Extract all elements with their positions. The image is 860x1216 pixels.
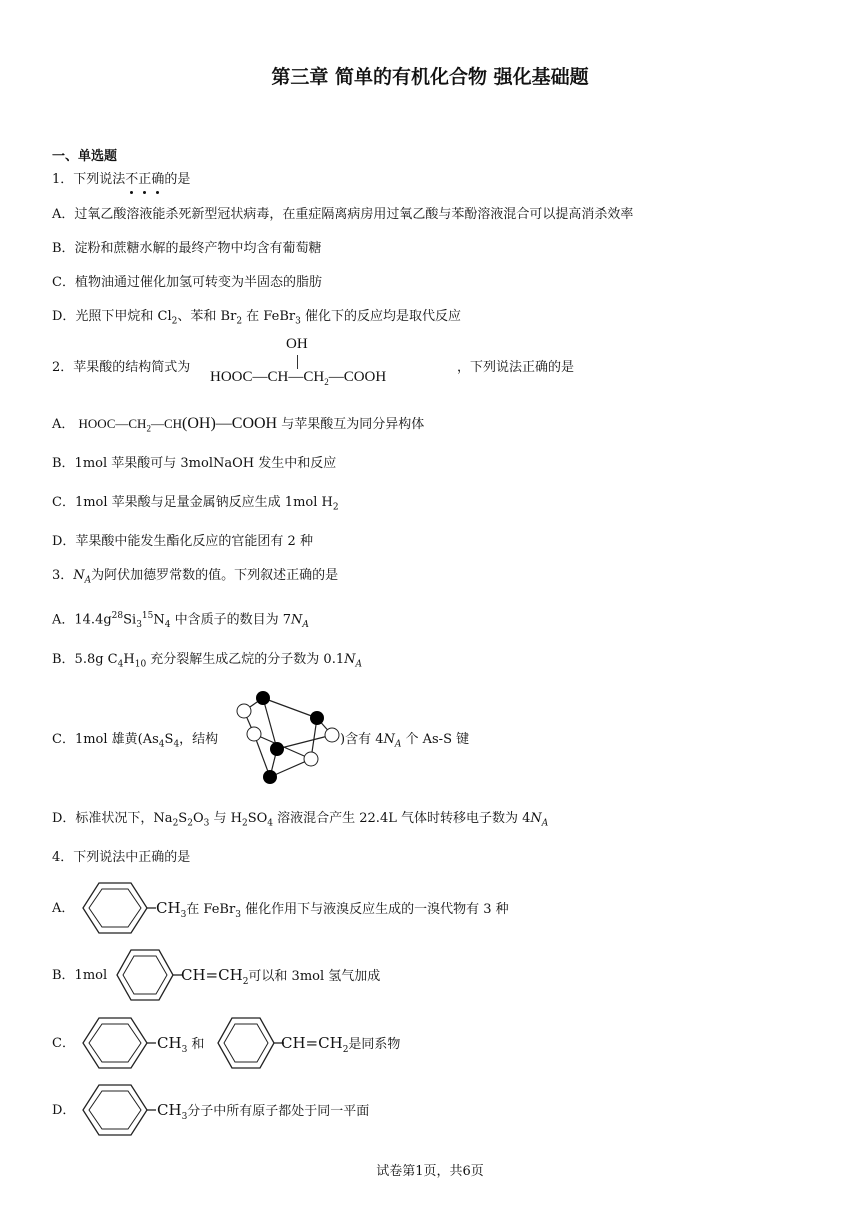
q3-option-c-left [52, 731, 218, 754]
q1-stem-text: 1．下列说法 [52, 172, 126, 187]
q3-stem-text: 为阿伏加德罗常数的值。下列叙述正确的是 [91, 568, 339, 583]
q3-a-1: A．14.4g [52, 612, 112, 628]
q3-a-na: N [291, 612, 303, 628]
q3-b-sub2: 10 [134, 659, 147, 670]
page-title: 第三章 简单的有机化合物 强化基础题 [271, 66, 589, 88]
q3-c-s: S [164, 732, 174, 747]
q4-option-a-text [156, 899, 509, 924]
q3-d-sub4: 2 [241, 818, 248, 829]
emphasis-char: 不 [125, 172, 139, 187]
q3-d-s: S [178, 811, 188, 826]
q3-d-na: N [530, 811, 542, 826]
q3-option-b [52, 651, 362, 674]
styrene-ring-b [111, 947, 183, 1003]
q3-num: 3． [52, 568, 74, 583]
q2-a-f1: HOOC—CH [78, 416, 147, 431]
q3-b-sub1: 4 [117, 659, 124, 670]
q1-d-text4: 催化下的反应均是取代反应 [300, 309, 461, 324]
q3-c-3: )含有 4 [340, 732, 384, 747]
as-atom [256, 691, 270, 705]
q1-option-a: A．过氧乙酸溶液能杀死新型冠状病毒，在重症隔离病房用过氧乙酸与苯酚溶液混合可以提高消杀效率 [52, 207, 634, 222]
q2-option-d: D．苹果酸中能发生酯化反应的官能团有 2 种 [52, 534, 313, 549]
q3-option-c-right [340, 731, 469, 754]
q3-b-na-sub: A [355, 659, 362, 670]
q3-a-sup1: 28 [111, 611, 124, 621]
q4-c-and: 和 [187, 1037, 205, 1052]
q2-stem [52, 359, 190, 377]
q1-option-c: C．植物油通过催化加氢可转变为半固态的脂肪 [52, 275, 322, 290]
q1-stem [52, 171, 190, 189]
q4-d-ch: CH [157, 1101, 182, 1119]
q3-b-na: N [344, 652, 356, 667]
q4-d-t: 分子中所有原子都处于同一平面 [187, 1104, 370, 1119]
structure-bond [297, 355, 298, 369]
q4-stem: 4．下列说法中正确的是 [52, 850, 191, 865]
q1-stem-end: 的是 [164, 172, 191, 187]
q3-d-o: O [192, 811, 204, 826]
as-atom [310, 711, 324, 725]
q4-c-ch-sub: 3 [181, 1045, 188, 1055]
q1-option-d: D．光照下甲烷和 $Cl_2$、苯和 $Br_2$ 在 FeBr$_3$ 催化下的反应均是取代反应 [52, 309, 461, 327]
q3-c-2: ，结构 [179, 732, 219, 747]
q4-a-t2: 3 [235, 910, 241, 920]
q4-option-b-text [181, 966, 380, 991]
q3-a-sub1: 3 [136, 619, 142, 630]
q3-d-so: SO [247, 811, 268, 826]
q4-b-ch-sub: 2 [242, 977, 249, 987]
q3-c-na-sub: A [394, 739, 402, 750]
q3-d-sub2: 2 [187, 818, 193, 829]
s-atom [247, 727, 261, 741]
q3-d-na-sub: A [541, 818, 549, 829]
q3-c-4: 个 As-S 键 [401, 732, 470, 747]
structure-chain-a: HOOC—CH—CH [210, 369, 325, 385]
q3-c-na: N [383, 732, 395, 747]
q2-a-label: A． [52, 417, 75, 432]
q2-c-text: C．1mol 苹果酸与足量金属钠反应生成 1mol [52, 495, 322, 510]
q3-na: N [73, 568, 85, 583]
q4-c-ch2-sub: 2 [342, 1045, 349, 1055]
q2-a-f2: —CH [150, 416, 182, 431]
q3-a-na-sub: A [302, 619, 309, 630]
q4-c-t: 是同系物 [348, 1037, 401, 1052]
q2-option-b: B．1mol 苹果酸可与 3molNaOH 发生中和反应 [52, 456, 337, 471]
as-atom [270, 742, 284, 756]
q4-option-c-label: C． [52, 1036, 75, 1051]
realgar-structure-diagram [232, 686, 344, 786]
q2-a-formula: $HOOC—CH_2—CH(OH)—COOH$ [78, 415, 278, 434]
q2-a-f4: )—COOH [210, 415, 278, 432]
q4-option-b-label: B．1mol [52, 968, 108, 983]
q2-option-a [52, 415, 424, 438]
section-heading: 一、单选题 [52, 149, 118, 164]
q3-a-sup2: 15 [141, 611, 154, 621]
toluene-ring-c [76, 1015, 156, 1071]
q4-c-ch: CH [157, 1034, 182, 1052]
s-atom [237, 704, 251, 718]
page-footer: 试卷第1页，共6页 [376, 1164, 484, 1179]
q1-d-text3: 在 FeBr [242, 309, 296, 324]
emphasis-char: 正 [138, 172, 152, 187]
q3-a-n: N [153, 612, 165, 628]
q4-option-d-label: D． [52, 1103, 76, 1118]
q3-d-sub5: 4 [267, 818, 273, 829]
structure-chain-b: —COOH [328, 369, 387, 385]
q2-a-f3: (OH [182, 415, 211, 432]
q3-c-sub1: 4 [158, 739, 165, 750]
q3-d-1: D．标准状况下，Na [52, 811, 173, 826]
q4-a-ch-sub: 3 [180, 910, 187, 920]
q3-stem [52, 567, 338, 590]
q3-b-1: B．5.8g C [52, 652, 118, 667]
q3-b-h: H [123, 652, 135, 667]
q2-stem-text: 2．苹果酸的结构简式为 [52, 360, 191, 375]
q3-c-sub2: 4 [173, 739, 180, 750]
q4-a-t3: 催化作用下与液溴反应生成的一溴代物有 3 种 [240, 902, 509, 917]
q3-na-sub: A [84, 575, 92, 586]
q4-c-ch2: CH=CH [281, 1034, 343, 1052]
q3-option-d [52, 810, 548, 833]
q3-d-2: 与 H [209, 811, 242, 826]
structure-oh: OH [286, 336, 308, 352]
q4-b-ch: CH=CH [181, 966, 243, 984]
q3-d-3: 溶液混合产生 22.4L 气体时转移电子数为 4 [273, 811, 531, 826]
q2-stem-end: ，下列说法正确的是 [457, 360, 575, 375]
q1-d-text1: D．光照下甲烷和 Cl [52, 309, 172, 324]
q4-option-a-label: A． [52, 901, 75, 916]
q4-b-t: 可以和 3mol 氢气加成 [248, 969, 381, 984]
q3-c-as: As [142, 732, 159, 747]
q4-option-c-text2 [281, 1034, 400, 1059]
as-atom [263, 770, 277, 784]
q2-c-h: H [321, 495, 333, 510]
q3-d-sub1: 2 [172, 818, 179, 829]
q2-a-text: 与苹果酸互为同分异构体 [277, 417, 425, 432]
toluene-ring-d [76, 1082, 156, 1138]
q3-option-a [52, 607, 309, 634]
toluene-ring-a [76, 880, 156, 936]
q4-d-ch-sub: 3 [181, 1112, 188, 1122]
q3-d-sub3: 3 [203, 818, 210, 829]
q4-a-t1: 在 FeBr [186, 902, 236, 917]
emphasis-char: 确 [151, 172, 165, 187]
q1-d-text2: 、苯和 Br [177, 309, 237, 324]
styrene-ring-c [212, 1015, 284, 1071]
q3-a-2: 中含质子的数目为 7 [170, 612, 292, 628]
structure-chain: $HOOC—CH—CH_2—COOH$ [210, 369, 387, 387]
q3-a-sub2: 4 [164, 619, 171, 630]
q4-option-c-text1 [157, 1034, 204, 1059]
q1-dotted-text [125, 172, 164, 187]
q4-option-d-text [157, 1101, 369, 1126]
q4-a-ch: CH [156, 899, 181, 917]
q1-emphasis [125, 172, 164, 187]
q2-option-c: C．1mol 苹果酸与足量金属钠反应生成 1mol $H_2$ [52, 495, 339, 513]
q1-option-b: B．淀粉和蔗糖水解的最终产物中均含有葡萄糖 [52, 241, 322, 256]
s-atom [304, 752, 318, 766]
q3-a-si: Si [123, 612, 137, 628]
s-atom [325, 728, 339, 742]
q3-b-2: 充分裂解生成乙烷的分子数为 0.1 [146, 652, 345, 667]
q3-c-1: C．1mol 雄黄( [52, 732, 143, 747]
